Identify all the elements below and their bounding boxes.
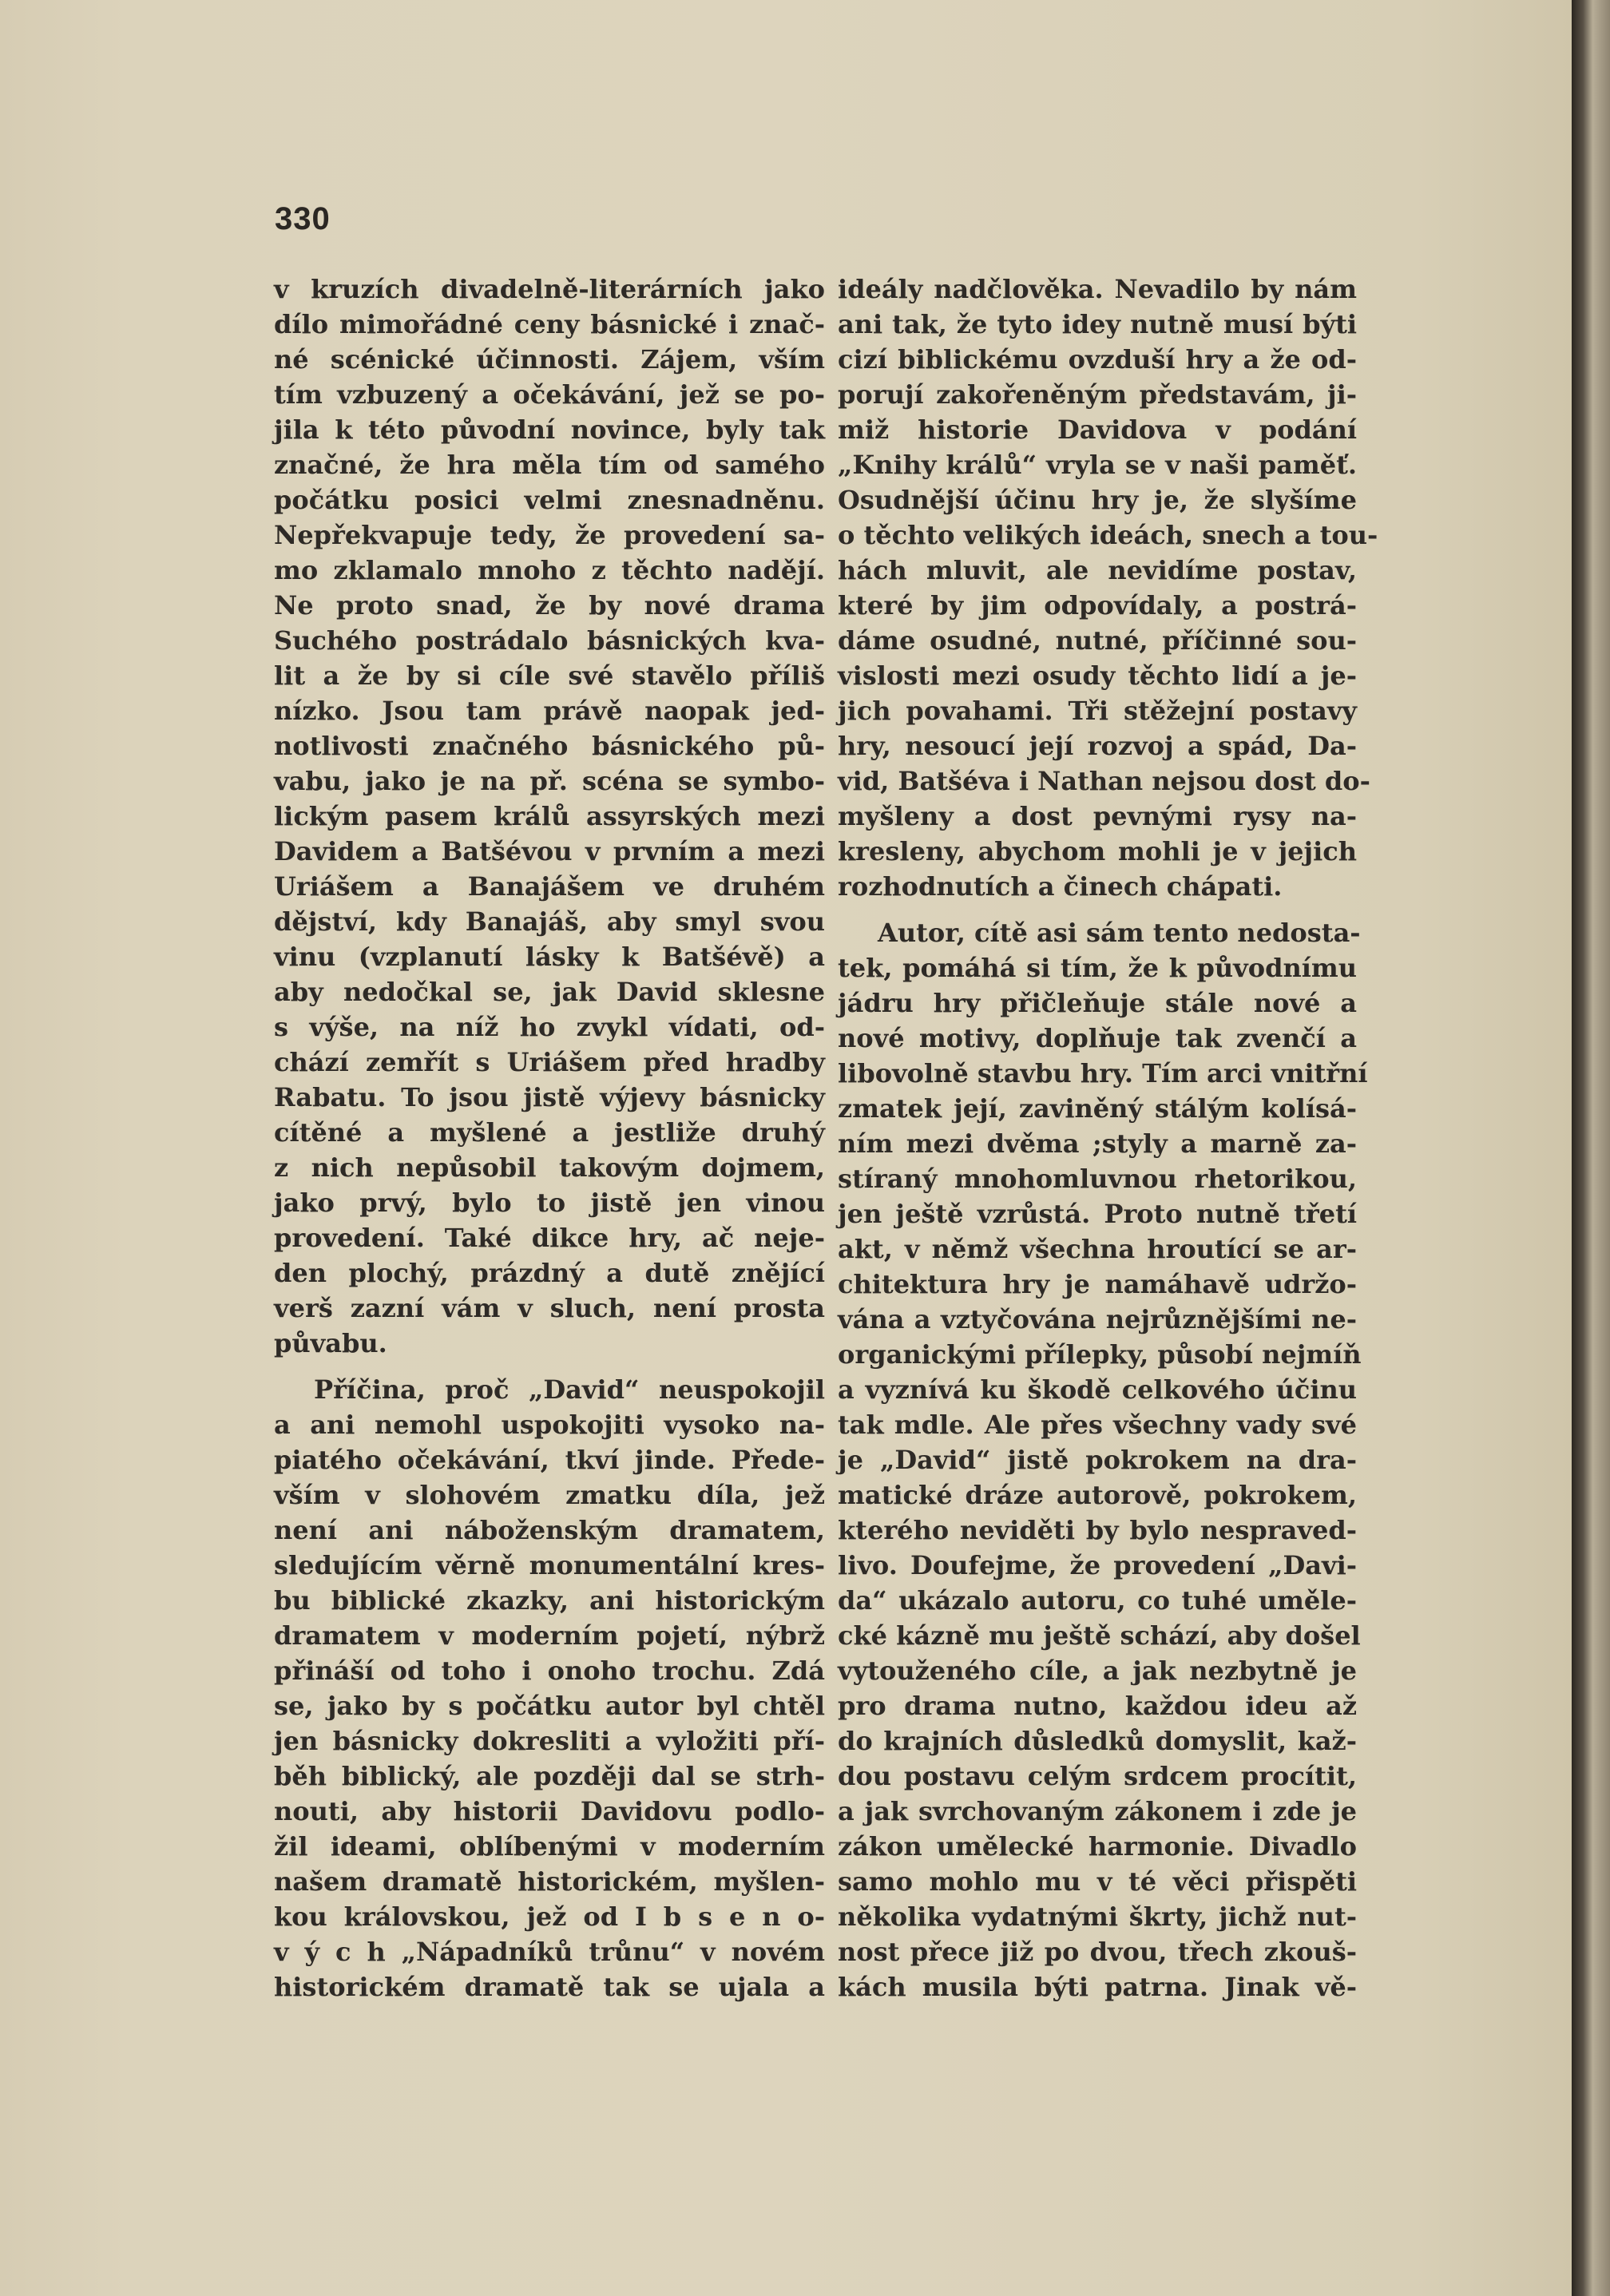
text-line: jen ještě vzrůstá. Proto nutně třetí <box>838 1199 1357 1229</box>
text-line: Příčina, proč „David“ neuspokojil <box>314 1374 825 1405</box>
text-line: provedení. Také dikce hry, ač neje- <box>274 1223 825 1253</box>
text-line: Davidem a Batšévou v prvním a mezi <box>274 836 825 866</box>
text-line: libovolně stavbu hry. Tím arci vnitřní <box>838 1058 1368 1089</box>
text-line: vabu, jako je na př. scéna se symbo- <box>274 766 825 796</box>
text-line: nost přece již po dvou, třech zkouš- <box>838 1937 1357 1967</box>
text-line: cítěné a myšlené a jestliže druhý <box>274 1117 825 1148</box>
left-text-column <box>274 272 825 2005</box>
text-line: jen básnicky dokresliti a vyložiti pří- <box>274 1726 825 1756</box>
text-line: verš zazní vám v sluch, není prosta <box>274 1293 825 1323</box>
text-line: je „David“ jistě pokrokem na dra- <box>838 1445 1357 1475</box>
text-line: nízko. Jsou tam právě naopak jed- <box>274 696 825 726</box>
text-line: akt, v němž všechna hroutící se ar- <box>838 1234 1357 1264</box>
text-line: Suchého postrádalo básnických kva- <box>274 625 825 656</box>
text-line: zákon umělecké harmonie. Divadlo <box>838 1831 1357 1862</box>
text-line: žil ideami, oblíbenými v moderním <box>274 1831 825 1862</box>
text-line: myšleny a dost pevnými rysy na- <box>838 801 1357 831</box>
text-line: da“ ukázalo autoru, co tuhé uměle- <box>838 1585 1357 1616</box>
text-line: Ne proto snad, že by nové drama <box>274 590 825 621</box>
text-line: matické dráze autorově, pokrokem, <box>838 1480 1357 1510</box>
text-line: s výše, na níž ho zvykl vídati, od- <box>274 1012 825 1042</box>
text-line: ani tak, že tyto idey nutně musí býti <box>838 309 1357 339</box>
text-line: značné, že hra měla tím od samého <box>274 450 825 480</box>
text-line: samo mohlo mu v té věci přispěti <box>838 1866 1357 1897</box>
text-line: dílo mimořádné ceny básnické i znač- <box>274 309 825 339</box>
text-line: pro drama nutno, každou ideu až <box>838 1691 1357 1721</box>
text-line: které by jim odpovídaly, a postrá- <box>838 590 1357 621</box>
text-line: dou postavu celým srdcem procítit, <box>838 1761 1357 1791</box>
text-line: a ani nemohl uspokojiti vysoko na- <box>274 1410 825 1440</box>
text-line: počátku posici velmi znesnadněnu. <box>274 485 825 515</box>
text-line: ním mezi dvěma ;styly a marně za- <box>838 1128 1357 1159</box>
text-line: rozhodnutích a činech chápati. <box>838 871 1283 902</box>
text-line: běh biblický, ale později dal se strh- <box>274 1761 825 1791</box>
text-line: chází zemřít s Uriášem před hradby <box>274 1047 825 1077</box>
text-line: dějství, kdy Banajáš, aby smyl svou <box>274 906 825 937</box>
text-line: sledujícím věrně monumentální kres- <box>274 1550 825 1580</box>
text-line: „Knihy králů“ vryla se v naši paměť. <box>838 450 1357 480</box>
text-line: několika vydatnými škrty, jichž nut- <box>838 1901 1357 1932</box>
text-line: kresleny, abychom mohli je v jejich <box>838 836 1357 866</box>
text-line: jádru hry přičleňuje stále nové a <box>838 988 1357 1018</box>
text-line: zmatek její, zaviněný stálým kolísá- <box>838 1093 1357 1124</box>
text-line: nouti, aby historii Davidovu podlo- <box>274 1796 825 1826</box>
text-line: půvabu. <box>274 1328 387 1358</box>
text-line: lickým pasem králů assyrských mezi <box>274 801 825 831</box>
text-line: hách mluvit, ale nevidíme postav, <box>838 555 1357 585</box>
text-line: cké kázně mu ještě schází, aby došel <box>838 1620 1361 1651</box>
text-line: v kruzích divadelně-literárních jako <box>274 274 825 304</box>
text-line: nové motivy, doplňuje tak zvenčí a <box>838 1023 1357 1053</box>
text-line: mo zklamalo mnoho z těchto nadějí. <box>274 555 825 585</box>
text-line: livo. Doufejme, že provedení „Davi- <box>838 1550 1357 1580</box>
text-line: o těchto velikých ideách, snech a tou- <box>838 520 1378 550</box>
text-line: jila k této původní novince, byly tak <box>274 414 825 445</box>
text-line: vid, Batšéva i Nathan nejsou dost do- <box>838 766 1370 796</box>
text-line: tím vzbuzený a očekávání, jež se po- <box>274 379 825 410</box>
text-line: historickém dramatě tak se ujala a <box>274 1972 825 2002</box>
text-line: kterého neviděti by bylo nespraved- <box>838 1515 1357 1545</box>
text-line: organickými přílepky, působí nejmíň <box>838 1339 1362 1370</box>
text-line: jich povahami. Tři stěžejní postavy <box>838 696 1357 726</box>
text-line: přináší od toho i onoho trochu. Zdá <box>274 1656 825 1686</box>
text-line: Uriášem a Banajášem ve druhém <box>274 871 825 902</box>
right-text-column <box>838 272 1378 2005</box>
text-line: v ý c h „Nápadníků trůnu“ v novém <box>274 1937 825 1967</box>
text-line: porují zakořeněným představám, ji- <box>838 379 1357 410</box>
text-line: z nich nepůsobil takovým dojmem, <box>274 1152 825 1183</box>
text-line: a jak svrchovaným zákonem i zde je <box>838 1796 1357 1826</box>
text-line: není ani náboženským dramatem, <box>274 1515 825 1545</box>
text-line: vším v slohovém zmatku díla, jež <box>274 1480 825 1510</box>
text-line: ideály nadčlověka. Nevadilo by nám <box>838 274 1357 304</box>
text-line: Nepřekvapuje tedy, že provedení sa- <box>274 520 825 550</box>
text-line: tek, pomáhá si tím, že k původnímu <box>838 953 1357 983</box>
text-line: aby nedočkal se, jak David sklesne <box>274 977 825 1007</box>
text-line: našem dramatě historickém, myšlen- <box>274 1866 825 1897</box>
text-line: dramatem v moderním pojetí, nýbrž <box>274 1620 825 1651</box>
page-edge <box>1572 0 1610 2296</box>
text-line: lit a že by si cíle své stavělo příliš <box>274 660 825 691</box>
text-line: kách musila býti patrna. Jinak vě- <box>838 1972 1357 2002</box>
text-line: né scénické účinnosti. Zájem, vším <box>274 344 825 375</box>
text-line: kou královskou, jež od I b s e n o- <box>274 1901 825 1932</box>
text-line: notlivosti značného básnického pů- <box>274 731 825 761</box>
text-line: tak mdle. Ale přes všechny vady své <box>838 1410 1357 1440</box>
text-line: do krajních důsledků domyslit, kaž- <box>838 1726 1357 1756</box>
text-line: vinu (vzplanutí lásky k Batšévě) a <box>274 942 825 972</box>
text-line: bu biblické zkazky, ani historickým <box>274 1585 825 1616</box>
text-line: miž historie Davidova v podání <box>838 414 1357 445</box>
text-line: vána a vztyčována nejrůznějšími ne- <box>838 1304 1357 1334</box>
text-line: den plochý, prázdný a dutě znějící <box>274 1258 825 1288</box>
text-line: Rabatu. To jsou jistě výjevy básnicky <box>274 1082 825 1112</box>
text-line: jako prvý, bylo to jistě jen vinou <box>274 1188 825 1218</box>
text-line: a vyznívá ku škodě celkového účinu <box>838 1374 1357 1405</box>
text-line: dáme osudné, nutné, příčinné sou- <box>838 625 1357 656</box>
text-line: hry, nesoucí její rozvoj a spád, Da- <box>838 731 1357 761</box>
text-line: vytouženého cíle, a jak nezbytně je <box>838 1656 1357 1686</box>
text-line: Osudnější účinu hry je, že slyšíme <box>838 485 1357 515</box>
page-number: 330 <box>275 201 331 236</box>
text-line: vislosti mezi osudy těchto lidí a je- <box>838 660 1357 691</box>
text-line: chitektura hry je namáhavě udržo- <box>838 1269 1357 1299</box>
text-line: se, jako by s počátku autor byl chtěl <box>274 1691 825 1721</box>
text-line: Autor, cítě asi sám tento nedosta- <box>878 918 1361 948</box>
text-line: piatého očekávání, tkví jinde. Přede- <box>274 1445 825 1475</box>
text-line: stíraný mnohomluvnou rhetorikou, <box>838 1164 1357 1194</box>
text-line: cizí biblickému ovzduší hry a že od- <box>838 344 1357 375</box>
